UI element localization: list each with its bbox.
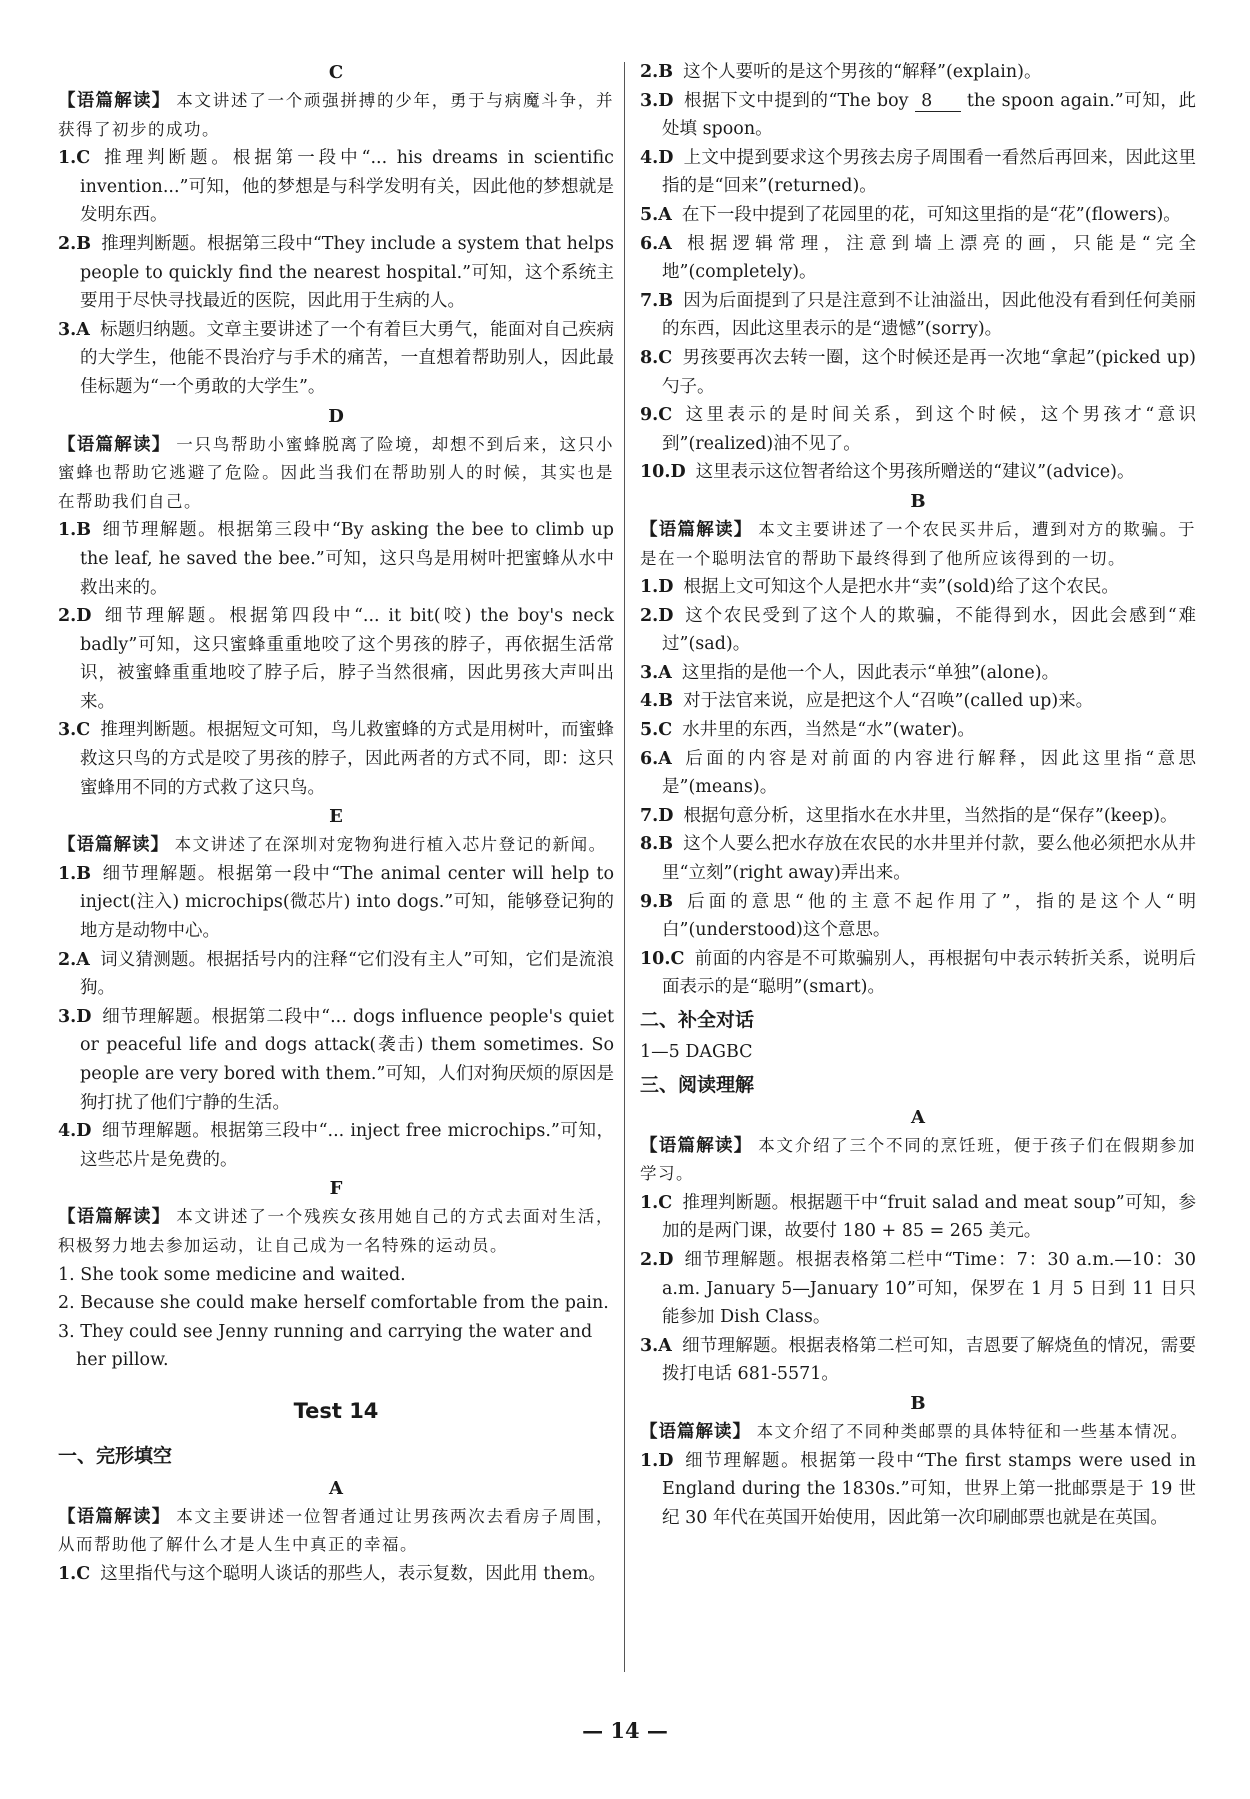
question-number: 3. xyxy=(58,1006,77,1027)
explanation-text: 细节理解题。根据第四段中“... it bit(咬) the boy's neck badly”可知，这只蜜蜂重重地咬了这个男孩的脖子，再依据生活常识，被蜜蜂重重地咬了脖子后，脖子当然很痛，因此男孩大声叫出来。 xyxy=(80,606,614,712)
answer-letter: C xyxy=(76,720,91,741)
explanation-text: 推理判断题。根据题干中“fruit salad and meat soup”可知，参加的是两门课，故要付 180 + 85 = 265 美元。 xyxy=(662,1192,1196,1242)
section-letter: B xyxy=(910,490,926,512)
question-number: 6. xyxy=(640,748,659,769)
question-number: 5. xyxy=(640,720,659,741)
part-heading: 二、补全对话 xyxy=(640,1009,755,1031)
answer-letter: D xyxy=(670,462,686,483)
explanation-text: 这个人要听的是这个男孩的“解释”(explain)。 xyxy=(683,62,1042,82)
answer-line: 1—5 DAGBC xyxy=(640,1042,753,1062)
question-number: 1. xyxy=(58,520,77,541)
answer-item xyxy=(640,745,1196,802)
answer-letter: B xyxy=(658,834,674,855)
answer-item xyxy=(58,946,614,1003)
right-column-top xyxy=(640,58,1196,87)
question-number: 3. xyxy=(58,319,77,340)
page-number: — 14 — xyxy=(582,1718,668,1743)
answer-letter: D xyxy=(658,90,674,111)
section-letter: F xyxy=(329,1178,343,1200)
question-number: 1. xyxy=(640,1450,659,1471)
explanation-text: 细节理解题。根据表格第二栏中“Time：7：30 a.m.—10：30 a.m. January 5—January 10”可知，保罗在 1 月 5 日到 11 日只能参加 Dish Class。 xyxy=(662,1249,1196,1328)
column-divider xyxy=(624,62,625,1672)
question-number: 2. xyxy=(640,1249,659,1270)
passage-summary xyxy=(58,1503,614,1560)
answer-letter: A xyxy=(76,949,90,970)
explanation-text: 这里指的是他一个人，因此表示“单独”(alone)。 xyxy=(681,662,1060,683)
question-number: 3. xyxy=(640,90,659,111)
answer-item xyxy=(640,687,1196,716)
summary-tag: 【语篇解读】 xyxy=(58,434,171,455)
explanation-text: 细节理解题。根据第三段中“... inject free microchips.”可知，这些芯片是免费的。 xyxy=(80,1121,614,1170)
question-number: 4. xyxy=(640,147,659,168)
answer-item xyxy=(640,201,1196,230)
question-number: 2. xyxy=(58,233,77,254)
passage-summary xyxy=(640,1132,1196,1189)
section-letter: A xyxy=(329,1477,343,1499)
answer-item xyxy=(640,830,1196,887)
section-letter: A xyxy=(911,1106,925,1128)
question-number: 9. xyxy=(640,405,659,426)
answer-item xyxy=(640,602,1196,659)
summary-text: 一只鸟帮助小蜜蜂脱离了险境，却想不到后来，这只小蜜蜂也帮助它逃避了危险。因此当我们在帮助别人的时候，其实也是在帮助我们自己。 xyxy=(58,434,614,511)
answer-letter: A xyxy=(76,319,90,340)
explanation-text: 上文中提到要求这个男孩去房子周围看一看然后再回来，因此这里指的是“回来”(returned)。 xyxy=(662,147,1196,197)
question-number: 10. xyxy=(640,948,671,969)
answer-item xyxy=(640,1246,1196,1332)
summary-tag: 【语篇解读】 xyxy=(640,1135,753,1156)
summary-text: 本文介绍了三个不同的烹饪班，便于孩子们在假期参加学习。 xyxy=(640,1135,1196,1184)
passage-summary xyxy=(640,516,1196,573)
section-letter: B xyxy=(910,1392,926,1414)
answer-line: 2. Because she could make herself comfortable from the pain. xyxy=(58,1293,609,1314)
question-number: 2. xyxy=(58,606,77,627)
answer-letter: A xyxy=(658,204,672,225)
question-number: 1. xyxy=(640,1192,659,1213)
answer-item xyxy=(640,344,1196,401)
explanation-text: 因为后面提到了只是注意到不让油溢出，因此他没有看到任何美丽的东西，因此这里表示的是“遗憾”(sorry)。 xyxy=(662,290,1196,340)
answer-letter: B xyxy=(658,691,674,712)
explanation-text: 细节理解题。根据第一段中“The first stamps were used in England during the 1830s.”可知，世界上第一批邮票是于 19 世纪 30 年代在英国开始使用，因此第一次印刷邮票也就是在英国。 xyxy=(662,1450,1196,1528)
explanation-text: 推理判断题。根据第三段中“They include a system that helps people to quickly find the nearest hospital.”可知，这个系统主要用于尽快寻找最近的医院，因此用于生病的人。 xyxy=(80,233,614,312)
question-number: 5. xyxy=(640,204,659,225)
question-number: 7. xyxy=(640,290,659,311)
answer-letter: D xyxy=(76,1006,92,1027)
explanation-text: 前面的内容是不可欺骗别人，再根据句中表示转折关系，说明后面表示的是“聪明”(smart)。 xyxy=(662,948,1196,998)
answer-item xyxy=(640,1189,1196,1246)
explanation-text: 根据下文中提到的“The boy xyxy=(683,90,909,111)
question-number: 4. xyxy=(58,1121,77,1142)
answer-item xyxy=(58,516,614,602)
summary-tag: 【语篇解读】 xyxy=(640,519,753,540)
answer-letter: B xyxy=(76,863,92,884)
answer-item xyxy=(58,144,614,230)
question-number: 1. xyxy=(58,863,77,884)
question-number: 9. xyxy=(640,891,659,912)
question-number: 7. xyxy=(640,805,659,826)
summary-text: 本文主要讲述一位智者通过让男孩两次去看房子周围，从而帮助他了解什么才是人生中真正的幸福。 xyxy=(58,1506,614,1555)
explanation-text: 水井里的东西，当然是“水”(water)。 xyxy=(682,720,975,741)
answer-letter: A xyxy=(658,1335,672,1356)
question-number: 4. xyxy=(640,691,659,712)
answer-letter: D xyxy=(76,606,92,627)
answer-item xyxy=(640,1332,1196,1389)
explanation-text: 根据句意分析，这里指水在水井里，当然指的是“保存”(keep)。 xyxy=(683,805,1178,826)
answer-letter: D xyxy=(658,1249,674,1270)
explanation-text: 细节理解题。根据表格第二栏可知，吉恩要了解烧鱼的情况，需要拨打电话 681-5571。 xyxy=(662,1335,1196,1385)
answer-item xyxy=(58,1117,614,1174)
answer-letter: C xyxy=(658,1192,673,1213)
answer-item xyxy=(640,573,1196,602)
explanation-text: 细节理解题。根据第二段中“... dogs influence people's quiet or peaceful life and dogs attack(袭击) them sometimes. So people are very bored with them.”可知，人们对狗厌烦的原因是狗打扰了他们宁静的生活。 xyxy=(80,1006,614,1113)
answer-letter: C xyxy=(658,720,673,741)
question-number: 8. xyxy=(640,834,659,855)
test-title: Test 14 xyxy=(293,1398,379,1423)
summary-tag: 【语篇解读】 xyxy=(58,835,169,856)
answer-letter: D xyxy=(658,605,674,626)
answer-letter: B xyxy=(76,233,92,254)
answer-item xyxy=(640,401,1196,458)
question-number: 1. xyxy=(58,1563,77,1584)
answer-letter: B xyxy=(658,891,674,912)
answer-letter: D xyxy=(658,577,674,598)
answer-letter: D xyxy=(76,1121,92,1142)
answer-item xyxy=(640,802,1196,831)
summary-tag: 【语篇解读】 xyxy=(58,1207,171,1228)
part-heading: 一、完形填空 xyxy=(58,1444,173,1467)
passage-summary xyxy=(58,1203,614,1260)
answer-letter: A xyxy=(658,748,672,769)
question-number: 10. xyxy=(640,462,671,483)
part-heading: 三、阅读理解 xyxy=(640,1073,755,1096)
section-letter: D xyxy=(328,405,344,427)
answer-item xyxy=(58,1560,614,1589)
question-number: 1. xyxy=(640,577,659,598)
answer-letter: B xyxy=(76,520,92,541)
left-column xyxy=(58,58,614,1588)
explanation-text: 对于法官来说，应是把这个人“召唤”(called up)来。 xyxy=(683,691,1094,712)
answer-item xyxy=(58,1003,614,1117)
explanation-text: 细节理解题。根据第一段中“The animal center will help to inject(注入) microchips(微芯片) into dogs.”可知，能够登记狗的地方是动物中心。 xyxy=(80,863,614,942)
explanation-text: 男孩要再次去转一圈，这个时候还是再一次地“拿起”(picked up)勺子。 xyxy=(662,347,1196,397)
answer-item xyxy=(58,602,614,716)
answer-letter: C xyxy=(76,148,91,169)
explanation-text: 在下一段中提到了花园里的花，可知这里指的是“花”(flowers)。 xyxy=(681,204,1181,225)
right-column xyxy=(640,58,1196,1532)
answer-letter: C xyxy=(76,1563,91,1584)
explanation-text: 这里表示这位智者给这个男孩所赠送的“建议”(advice)。 xyxy=(695,462,1135,483)
answer-item xyxy=(640,945,1196,1002)
passage-summary xyxy=(640,1418,1196,1447)
right-column-body xyxy=(640,144,1196,1533)
summary-text: 本文讲述了一个残疾女孩用她自己的方式去面对生活，积极努力地去参加运动，让自己成为一名特殊的运动员。 xyxy=(58,1207,614,1255)
explanation-text: 细节理解题。根据第三段中“By asking the bee to climb up the leaf, he saved the bee.”可知，这只鸟是用树叶把蜜蜂从水中救出来的。 xyxy=(80,520,614,598)
answer-item xyxy=(640,287,1196,344)
answer-letter: A xyxy=(658,233,672,254)
answer-line: 1. She took some medicine and waited. xyxy=(58,1264,406,1285)
answer-item xyxy=(640,230,1196,287)
summary-text: 本文介绍了不同种类邮票的具体特征和一些基本情况。 xyxy=(756,1421,1189,1441)
question-number: 1. xyxy=(58,148,77,169)
answer-letter: C xyxy=(670,948,685,969)
summary-tag: 【语篇解读】 xyxy=(58,1506,171,1527)
question-number: 6. xyxy=(640,233,659,254)
explanation-text: 根据逻辑常理，注意到墙上漂亮的画，只能是“完全地”(completely)。 xyxy=(662,233,1196,283)
answer-item xyxy=(640,888,1196,945)
fill-blank: 8 xyxy=(915,91,961,112)
passage-summary xyxy=(58,87,614,144)
answer-item xyxy=(640,659,1196,688)
explanation-text: 根据上文可知这个人是把水井“卖”(sold)给了这个农民。 xyxy=(683,577,1119,598)
answer-letter: C xyxy=(658,347,673,368)
explanation-text: 这个农民受到了这个人的欺骗，不能得到水，因此会感到“难过”(sad)。 xyxy=(662,605,1196,655)
question-number: 3. xyxy=(640,1335,659,1356)
answer-letter: D xyxy=(658,805,674,826)
answer-item-3-blank xyxy=(640,87,1196,144)
question-number: 2. xyxy=(58,949,77,970)
explanation-text: 这个人要么把水存放在农民的水井里并付款，要么他必须把水从井里“立刻”(right away)弄出来。 xyxy=(662,834,1196,884)
answer-line: 3. They could see Jenny running and carrying the water and her pillow. xyxy=(58,1321,593,1371)
explanation-text: 词义猜测题。根据括号内的注释“它们没有主人”可知，它们是流浪狗。 xyxy=(80,949,614,999)
question-number: 2. xyxy=(640,605,659,626)
explanation-text: 后面的内容是对前面的内容进行解释，因此这里指“意思是”(means)。 xyxy=(662,748,1196,798)
answer-item xyxy=(640,58,1196,87)
answer-item xyxy=(640,1447,1196,1533)
summary-text: 本文讲述了一个顽强拼搏的少年，勇于与病魔斗争，并获得了初步的成功。 xyxy=(58,91,614,139)
answer-item xyxy=(58,316,614,402)
question-number: 3. xyxy=(640,662,659,683)
answer-letter: B xyxy=(658,290,674,311)
explanation-text: 标题归纳题。文章主要讲述了一个有着巨大勇气，能面对自己疾病的大学生，他能不畏治疗与手术的痛苦，一直想着帮助别人，因此最佳标题为“一个勇敢的大学生”。 xyxy=(80,319,614,397)
question-number: 8. xyxy=(640,347,659,368)
answer-item xyxy=(58,230,614,316)
section-letter: E xyxy=(329,806,343,828)
answer-item xyxy=(58,860,614,946)
summary-tag: 【语篇解读】 xyxy=(58,91,171,111)
answer-letter: D xyxy=(658,147,674,168)
answer-letter: C xyxy=(658,405,673,426)
answer-item xyxy=(58,716,614,802)
passage-summary xyxy=(58,431,614,517)
question-number: 3. xyxy=(58,720,77,741)
section-letter: C xyxy=(328,62,344,83)
explanation-text-continued: the spoon again.”可知，此处填 spoon。 xyxy=(662,90,1196,140)
answer-letter: B xyxy=(658,62,674,82)
explanation-text: 这里指代与这个聪明人谈话的那些人，表示复数，因此用 them。 xyxy=(100,1563,607,1584)
answer-letter: D xyxy=(658,1450,674,1471)
explanation-text: 推理判断题。根据短文可知，鸟儿救蜜蜂的方式是用树叶，而蜜蜂救这只鸟的方式是咬了男孩的脖子，因此两者的方式不同，即：这只蜜蜂用不同的方式救了这只鸟。 xyxy=(80,720,614,798)
answer-item xyxy=(640,458,1196,487)
summary-text: 本文主要讲述了一个农民买井后，遭到对方的欺骗。于是在一个聪明法官的帮助下最终得到了他所应该得到的一切。 xyxy=(640,519,1196,568)
summary-tag: 【语篇解读】 xyxy=(640,1421,751,1442)
passage-summary xyxy=(58,831,614,860)
answer-item xyxy=(640,144,1196,201)
answer-item xyxy=(640,716,1196,745)
explanation-text: 推理判断题。根据第一段中“... his dreams in scientific invention...”可知，他的梦想是与科学发明有关，因此他的梦想就是发明东西。 xyxy=(80,148,614,226)
question-number: 2. xyxy=(640,62,659,82)
answer-letter: A xyxy=(658,662,672,683)
explanation-text: 后面的意思“他的主意不起作用了”，指的是这个人“明白”(understood)这个意思。 xyxy=(662,891,1196,941)
explanation-text: 这里表示的是时间关系，到这个时候，这个男孩才“意识到”(realized)油不见了。 xyxy=(662,405,1196,454)
summary-text: 本文讲述了在深圳对宠物狗进行植入芯片登记的新闻。 xyxy=(174,835,607,855)
